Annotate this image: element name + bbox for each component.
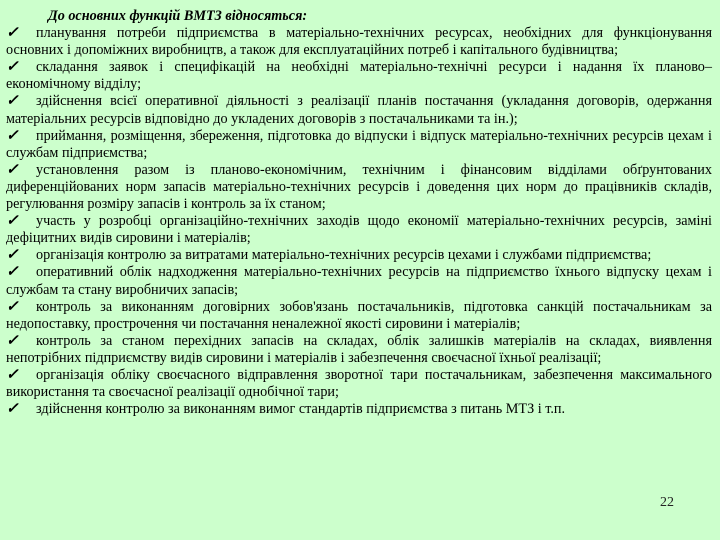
list-item-text: приймання, розміщення, збереження, підготовка до відпуски і відпуск матеріально-технічних ресурсів цехам і службам підприємства;	[6, 127, 712, 161]
list-item-text: організація контролю за витратами матеріально-технічних ресурсів цехами і службами підприємства;	[36, 247, 652, 264]
list-item	[6, 162, 712, 213]
checkmark-icon: ✓	[6, 332, 19, 349]
list-item	[6, 128, 712, 162]
list-item	[6, 25, 712, 59]
list-item	[6, 333, 712, 367]
checkmark-icon: ✓	[6, 161, 19, 178]
list-item	[6, 264, 712, 298]
page-number: 22	[660, 495, 674, 510]
list-item-text: планування потреби підприємства в матеріально-технічних ресурсах, необхідних для функціонування основних і допоміжних виробництв, а також для експлуатаційних потреб і капітального будівництва;	[6, 25, 712, 59]
checkmark-icon: ✓	[6, 213, 19, 230]
checkmark-icon: ✓	[6, 93, 19, 110]
list-item	[6, 213, 712, 247]
checkmark-icon: ✓	[6, 127, 19, 144]
list-item-text: участь у розробці організаційно-технічних заходів щодо економії матеріально-технічних ресурсів, заміні дефіцитних видів сировини і матеріалів;	[6, 213, 712, 247]
list-item-text: складання заявок і специфікацій на необхідні матеріально-технічні ресурси і надання їх планово–економічному відділу;	[6, 59, 712, 93]
checkmark-icon: ✓	[6, 298, 19, 315]
list-item-text: контроль за виконанням договірних зобов'язань постачальників, підготовка санкцій постачальникам за недопоставку, прострочення чи постачання неналежної якості сировини і матеріалів;	[6, 298, 712, 332]
checkmark-icon: ✓	[6, 401, 19, 418]
list-item	[6, 367, 712, 401]
list-item	[6, 59, 712, 93]
checkmark-icon: ✓	[6, 247, 19, 264]
checkmark-icon: ✓	[6, 59, 19, 76]
list-item-text: контроль за станом перехідних запасів на складах, облік залишків матеріалів на складах, виявлення непотрібних підприємству видів сировини і матеріалів і забезпечення своєчасної їхньої реалізації;	[6, 332, 712, 366]
list-item	[6, 401, 712, 418]
list-item-text: здійснення всієї оперативної діяльності з реалізації планів постачання (укладання договорів, одержання матеріальних ресурсів відповідно до укладених договорів з постачальниками та ін.);	[6, 93, 712, 127]
list-item-text: оперативний облік надходження матеріально-технічних ресурсів на підприємство їхнього відпуску цехам і службам та стану виробничих запасів;	[6, 264, 712, 298]
list-item	[6, 93, 712, 127]
list-item	[6, 299, 712, 333]
list-item	[6, 247, 712, 264]
checkmark-icon: ✓	[6, 264, 19, 281]
list-item-text: установлення разом із планово-економічним, технічним і фінансовим відділами обґрунтованих диференційованих норм запасів матеріально-технічних ресурсів і доведення цих норм до працівників складів, регулювання розміру запасів і контроль за їх станом;	[6, 161, 712, 213]
section-heading: До основних функцій ВМТЗ відносяться:	[48, 8, 308, 24]
list-item-text: здійснення контролю за виконанням вимог стандартів підприємства з питань МТЗ і т.п.	[36, 401, 566, 418]
list-item-text: організація обліку своєчасного відправлення зворотної тари постачальникам, забезпечення максимального використання та своєчасної реалізації однобічної тари;	[6, 366, 712, 401]
checkmark-icon: ✓	[6, 25, 19, 42]
checkmark-icon: ✓	[6, 366, 19, 383]
